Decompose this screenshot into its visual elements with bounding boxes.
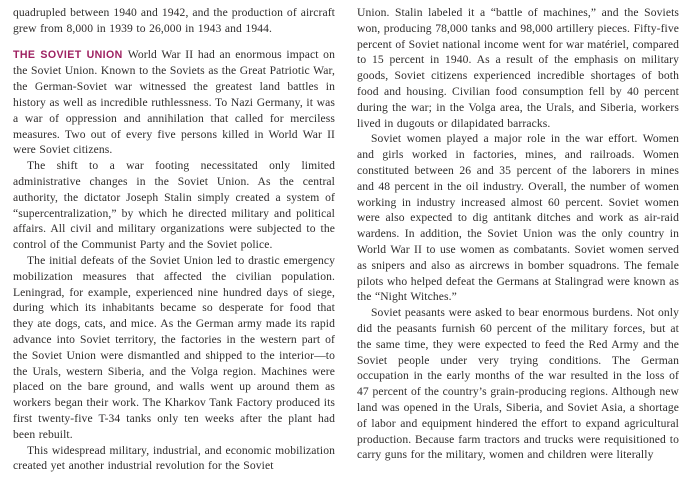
section-heading-the-soviet-union: THE SOVIET UNION: [13, 48, 123, 61]
paragraph-initial-defeats: The initial defeats of the Soviet Union led to drastic emergency mobilization measures that affected the civilian population. Leningrad, for example, experienced nine hundred days of siege, during which its inhabitants became so desperate for food that they ate dogs, cats, and mice. As the German army made its rapid advance into Soviet territory, the factories in the western part of the Soviet Union were dismantled and shipped to the interior—to the Urals, western Siberia, and the Volga region. Machines were placed on the bare ground, and walls went up around them as workers began their work. The Kharkov Tank Factory produced its first twenty-five T-34 tanks only ten weeks after the plant had been rebuilt.: [13, 253, 335, 441]
paragraph-soviet-peasants: Soviet peasants were asked to bear enormous burdens. Not only did the peasants furnish 60 percent of the military forces, but at the same time, they were expected to feed the Red Army and the Soviet people under very trying conditions. The German occupation in the early months of the war resulted in the loss of 47 percent of the country’s grain-producing regions. Although new land was opened in the Urals, Siberia, and Soviet Asia, a shortage of labor and equipment hindered the effort to expand agricultural production. Because farm tractors and trucks were requisitioned to carry guns for the military, women and children were literally: [357, 306, 679, 462]
paragraph-continuation: quadrupled between 1940 and 1942, and the production of aircraft grew from 8,000 in 1939 to 26,000 in 1943 and 1944.: [13, 6, 335, 35]
text-column-left: [13, 5, 335, 485]
paragraph-battle-of-machines: Union. Stalin labeled it a “battle of machines,” and the Soviets won, producing 78,000 tanks and 98,000 artillery pieces. Fifty-five percent of Soviet national income went for war matériel, compared to 15 percent in 1940. As a result of the emphasis on military goods, Soviet citizens experienced incredible shortages of both food and housing. Civilian food consumption fell by 40 percent during the war; in the Volga area, the Urals, and Siberia, workers lived in dugouts or dilapidated barracks.: [357, 6, 679, 130]
paragraph-soviet-union: [13, 47, 335, 159]
paragraph-mobilization: This widespread military, industrial, and economic mobilization created yet another industrial revolution for the Soviet: [13, 443, 335, 473]
paragraph-soviet-women: Soviet women played a major role in the war effort. Women and girls worked in factories, mines, and railroads. Women constituted between 26 and 35 percent of the laborers in mines and 48 percent in the oil industry. Overall, the number of women working in industry increased almost 60 percent. Soviet women were also expected to dig antitank ditches and work as air-raid wardens. In addition, the Soviet Union was the only country in World War II to use women as combatants. Soviet women served as snipers and also as aircrews in bomber squadrons. The female pilots who helped defeat the Germans at Stalingrad were known as the “Night Witches.”: [357, 132, 679, 304]
text-column-right: [357, 5, 679, 485]
paragraph-war-footing: The shift to a war footing necessitated only limited administrative changes in the Soviet Union. As the central authority, the dictator Joseph Stalin simply created a system of “supercentralization,” by which he directed military and political affairs. All civil and military organizations were subjected to the control of the Communist Party and the Soviet police.: [13, 159, 335, 252]
paragraph-text: World War II had an enormous impact on the Soviet Union. Known to the Soviets as the Great Patriotic War, the German-Soviet war witnessed the greatest land battles in history as well as incredible ruthlessness. To Nazi Germany, it was a war of oppression and annihilation that called for merciless measures. Two out of every five persons killed in World War II were Soviet citizens.: [13, 47, 335, 157]
